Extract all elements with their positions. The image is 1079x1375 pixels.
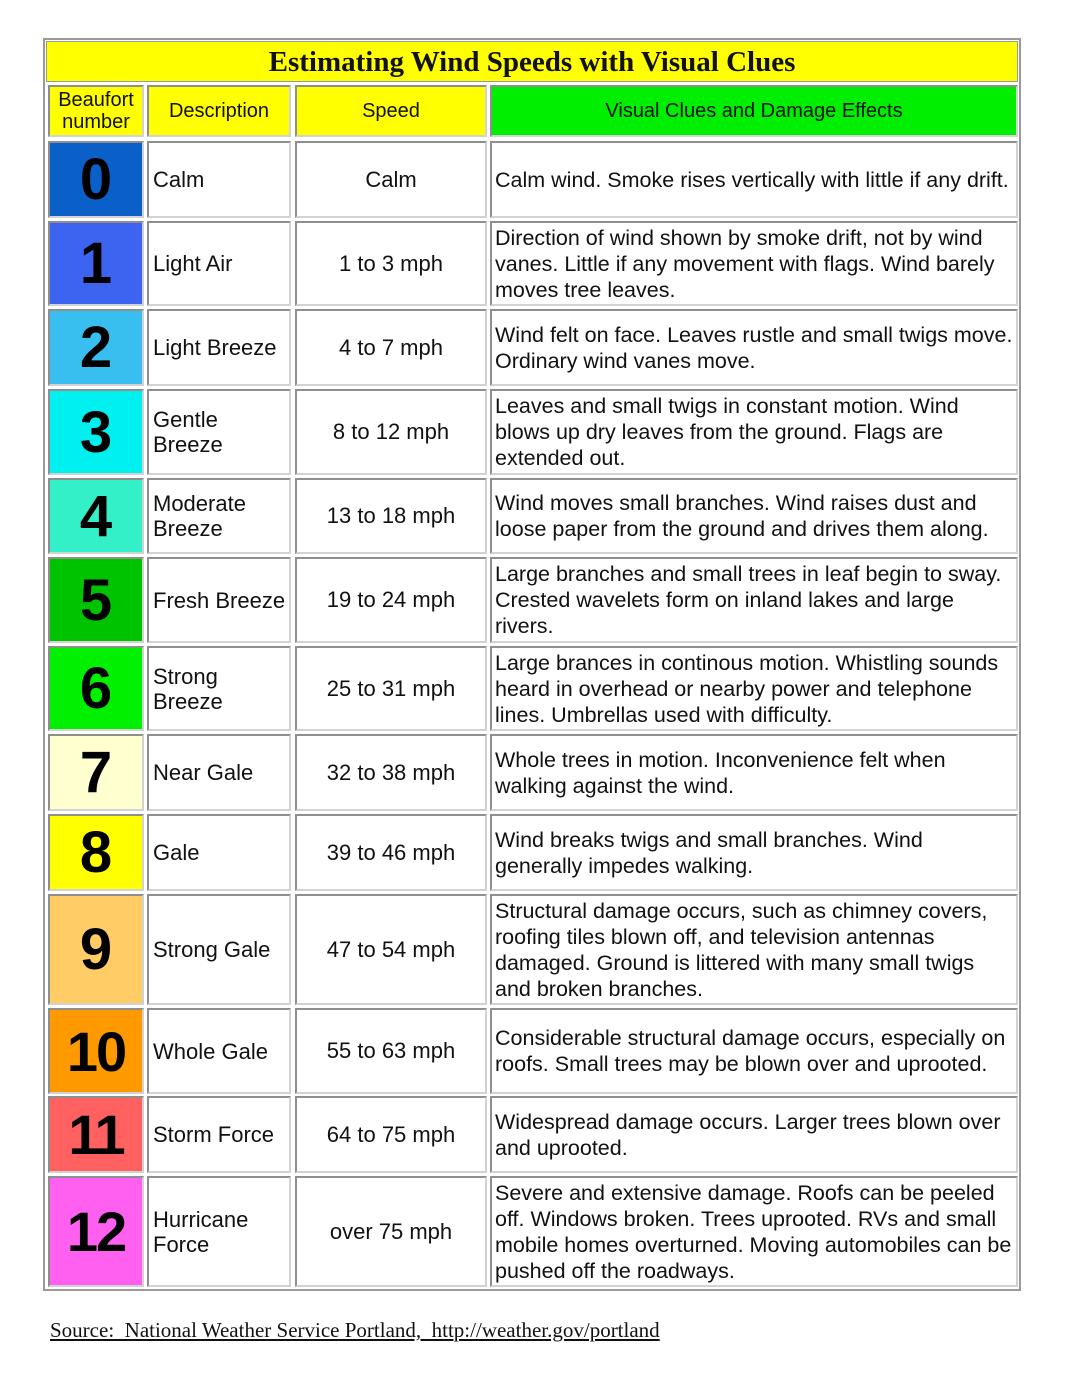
description-cell: Strong Breeze	[147, 646, 291, 731]
effects-cell: Severe and extensive damage. Roofs can be peeled off. Windows broken. Trees uprooted. RVs and small mobile homes overturned. Moving automobiles can be pushed off the roadways.	[490, 1176, 1018, 1287]
speed-cell: 39 to 46 mph	[295, 814, 487, 891]
header-beaufort-number: Beaufort number	[48, 85, 144, 137]
description-cell: Gale	[147, 814, 291, 891]
beaufort-number-cell: 4	[48, 478, 144, 554]
beaufort-number-cell: 6	[48, 646, 144, 731]
speed-cell: 64 to 75 mph	[295, 1096, 487, 1173]
speed-cell: 25 to 31 mph	[295, 646, 487, 731]
effects-cell: Direction of wind shown by smoke drift, not by wind vanes. Little if any movement with flags. Wind barely moves tree leaves.	[490, 221, 1018, 306]
description-cell: Gentle Breeze	[147, 389, 291, 475]
speed-cell: 4 to 7 mph	[295, 309, 487, 386]
beaufort-number-cell: 2	[48, 309, 144, 386]
effects-cell: Whole trees in motion. Inconvenience felt when walking against the wind.	[490, 734, 1018, 811]
effects-cell: Structural damage occurs, such as chimney covers, roofing tiles blown off, and television antennas damaged. Ground is littered with many small twigs and broken branches.	[490, 894, 1018, 1005]
beaufort-number-cell: 0	[48, 141, 144, 218]
speed-cell: 55 to 63 mph	[295, 1008, 487, 1094]
speed-cell: 32 to 38 mph	[295, 734, 487, 811]
description-cell: Fresh Breeze	[147, 557, 291, 643]
effects-cell: Widespread damage occurs. Larger trees blown over and uprooted.	[490, 1096, 1018, 1173]
description-cell: Calm	[147, 141, 291, 218]
effects-cell: Leaves and small twigs in constant motion. Wind blows up dry leaves from the ground. Flags are extended out.	[490, 389, 1018, 475]
description-cell: Whole Gale	[147, 1008, 291, 1094]
beaufort-number-cell: 11	[48, 1096, 144, 1173]
header-visual-clues: Visual Clues and Damage Effects	[490, 85, 1018, 137]
description-cell: Hurricane Force	[147, 1176, 291, 1287]
beaufort-number-cell: 10	[48, 1008, 144, 1094]
speed-cell: over 75 mph	[295, 1176, 487, 1287]
effects-cell: Large branches and small trees in leaf begin to sway. Crested wavelets form on inland lakes and large rivers.	[490, 557, 1018, 643]
speed-cell: Calm	[295, 141, 487, 218]
effects-cell: Calm wind. Smoke rises vertically with little if any drift.	[490, 141, 1018, 218]
beaufort-number-cell: 12	[48, 1176, 144, 1287]
speed-cell: 8 to 12 mph	[295, 389, 487, 475]
speed-cell: 1 to 3 mph	[295, 221, 487, 306]
beaufort-number-cell: 5	[48, 557, 144, 643]
description-cell: Light Breeze	[147, 309, 291, 386]
speed-cell: 47 to 54 mph	[295, 894, 487, 1005]
header-speed: Speed	[295, 85, 487, 137]
description-cell: Moderate Breeze	[147, 478, 291, 554]
effects-cell: Wind breaks twigs and small branches. Wind generally impedes walking.	[490, 814, 1018, 891]
description-cell: Near Gale	[147, 734, 291, 811]
effects-cell: Wind felt on face. Leaves rustle and small twigs move. Ordinary wind vanes move.	[490, 309, 1018, 386]
beaufort-number-cell: 7	[48, 734, 144, 811]
beaufort-number-cell: 1	[48, 221, 144, 306]
speed-cell: 13 to 18 mph	[295, 478, 487, 554]
effects-cell: Large brances in continous motion. Whistling sounds heard in overhead or nearby power and telephone lines. Umbrellas used with difficulty.	[490, 646, 1018, 731]
source-citation: Source: National Weather Service Portland, http://weather.gov/portland	[50, 1318, 660, 1342]
beaufort-number-cell: 9	[48, 894, 144, 1005]
effects-cell: Considerable structural damage occurs, especially on roofs. Small trees may be blown over and uprooted.	[490, 1008, 1018, 1094]
speed-cell: 19 to 24 mph	[295, 557, 487, 643]
description-cell: Strong Gale	[147, 894, 291, 1005]
beaufort-number-cell: 3	[48, 389, 144, 475]
table-title: Estimating Wind Speeds with Visual Clues	[46, 41, 1018, 82]
beaufort-number-cell: 8	[48, 814, 144, 891]
description-cell: Storm Force	[147, 1096, 291, 1173]
header-description: Description	[147, 85, 291, 137]
effects-cell: Wind moves small branches. Wind raises dust and loose paper from the ground and drives them along.	[490, 478, 1018, 554]
description-cell: Light Air	[147, 221, 291, 306]
